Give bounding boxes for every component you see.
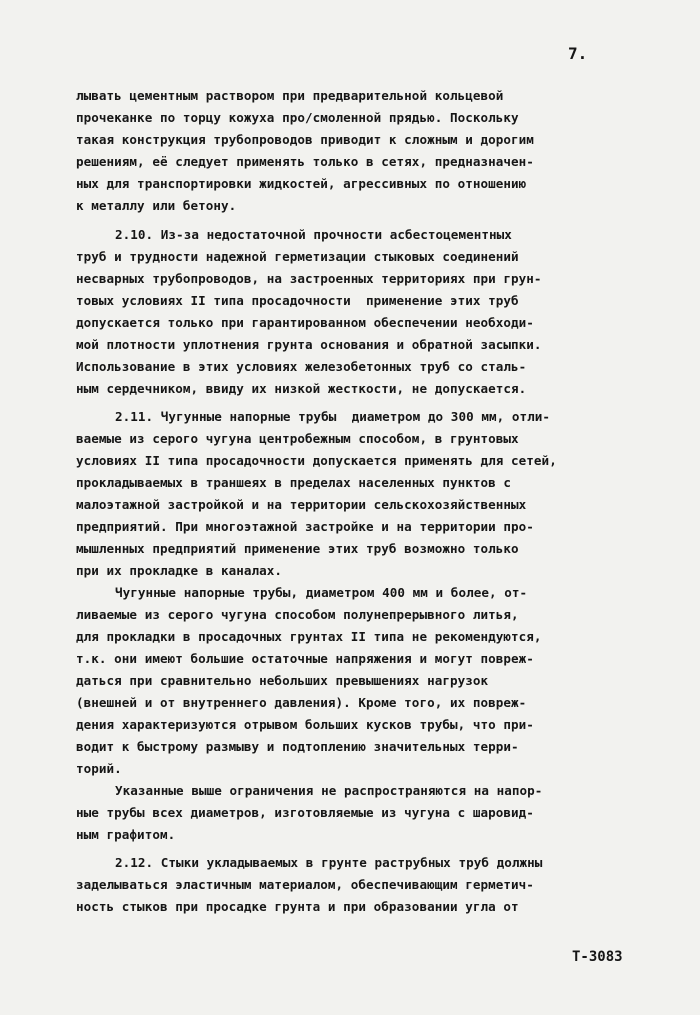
text-line: т.к. они имеют большие остаточные напряжения и могут повреж-	[76, 651, 534, 666]
text-line: ные трубы всех диаметров, изготовляемые из чугуна с шаровид-	[76, 805, 534, 820]
text-line: ным графитом.	[76, 827, 176, 842]
text-line: при их прокладке в каналах.	[76, 563, 283, 578]
text-line: решениям, её следует применять только в сетях, предназначен-	[76, 154, 534, 169]
text-line: лывать цементным раствором при предварительной кольцевой	[76, 88, 504, 103]
text-line: несварных трубопроводов, на застроенных территориях при грун-	[76, 271, 542, 286]
text-line: (внешней и от внутреннего давления). Кроме того, их повреж-	[76, 695, 527, 710]
text-line: предприятий. При многоэтажной застройке и на территории про-	[76, 519, 534, 534]
text-line: мышленных предприятий применение этих труб возможно только	[76, 541, 519, 556]
text-line: ных для транспортировки жидкостей, агрессивных по отношению	[76, 176, 527, 191]
text-line: товых условиях II типа просадочности применение этих труб	[76, 293, 519, 308]
text-line: труб и трудности надежной герметизации стыковых соединений	[76, 249, 519, 264]
text-line: ным сердечником, ввиду их низкой жесткости, не допускается.	[76, 381, 527, 396]
text-line: условиях II типа просадочности допускается применять для сетей,	[76, 453, 557, 468]
text-line: прочеканке по торцу кожуха про/смоленной прядью. Поскольку	[76, 110, 519, 125]
text-line: Использование в этих условиях железобетонных труб со сталь-	[76, 359, 527, 374]
text-line: малоэтажной застройкой и на территории сельскохозяйственных	[76, 497, 527, 512]
text-line: дения характеризуются отрывом больших кусков трубы, что при-	[76, 717, 534, 732]
text-line: допускается только при гарантированном обеспечении необходи-	[76, 315, 534, 330]
text-line: к металлу или бетону.	[76, 198, 237, 213]
text-line: торий.	[76, 761, 122, 776]
text-line: даться при сравнительно небольших превышениях нагрузок	[76, 673, 489, 688]
paragraph-2-12-start: 2.12. Стыки укладываемых в грунте раструбных труб должны	[115, 855, 543, 870]
paragraph-cast-iron-start: Чугунные напорные трубы, диаметром 400 мм и более, от-	[115, 585, 528, 600]
text-line: ваемые из серого чугуна центробежным способом, в грунтовых	[76, 431, 519, 446]
paragraph-restrictions-start: Указанные выше ограничения не распространяются на напор-	[115, 783, 543, 798]
text-line: ность стыков при просадке грунта и при образовании угла от	[76, 899, 519, 914]
document-code: Т-3083	[572, 949, 623, 965]
text-line: мой плотности уплотнения грунта основания и обратной засыпки.	[76, 337, 542, 352]
text-line: такая конструкция трубопроводов приводит к сложным и дорогим	[76, 132, 534, 147]
paragraph-2-11-start: 2.11. Чугунные напорные трубы диаметром до 300 мм, отли-	[115, 409, 551, 424]
text-line: прокладываемых в траншеях в пределах населенных пунктов с	[76, 475, 512, 490]
text-line: водит к быстрому размыву и подтоплению значительных терри-	[76, 739, 519, 754]
text-line: для прокладки в просадочных грунтах II типа не рекомендуются,	[76, 629, 542, 644]
paragraph-2-10-start: 2.10. Из-за недостаточной прочности асбестоцементных	[115, 227, 512, 242]
text-line: заделываться эластичным материалом, обеспечивающим герметич-	[76, 877, 534, 892]
text-line: ливаемые из серого чугуна способом полунепрерывного литья,	[76, 607, 519, 622]
page-number: 7.	[568, 44, 588, 63]
